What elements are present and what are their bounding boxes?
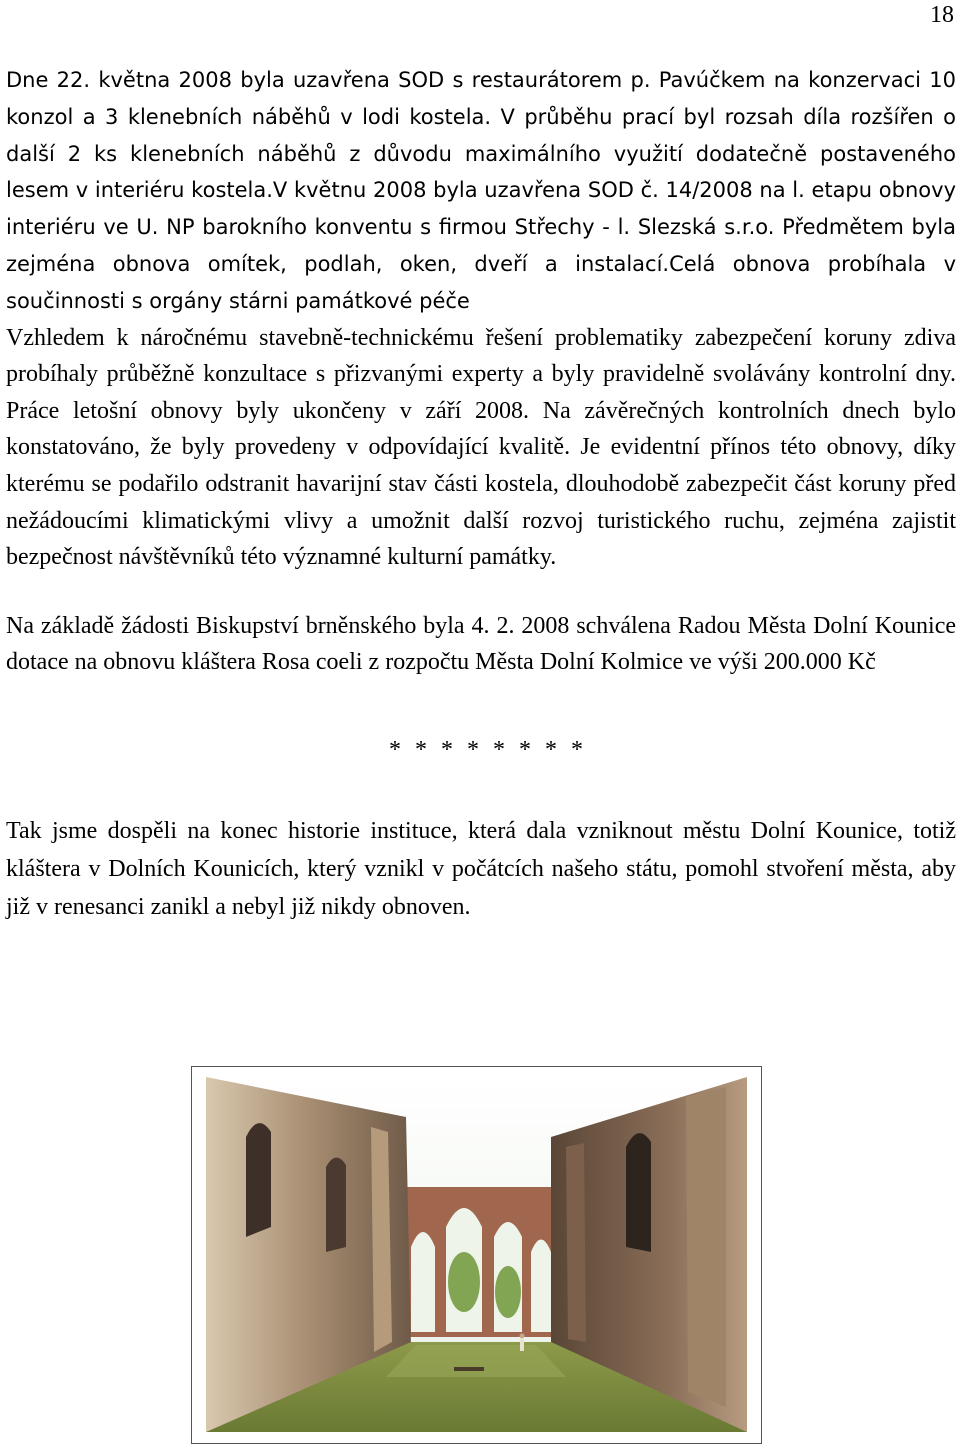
paragraph-grant: Na základě žádosti Biskupství brněnského byla 4. 2. 2008 schválena Radou Města Dolní Kounice dotace na obnovu kláštera Rosa coeli z rozpočtu Města Dolní Kolmice ve výši 200.000 Kč — [6, 612, 956, 676]
paragraph-restoration-contracts: Dne 22. května 2008 byla uzavřena SOD s restaurátorem p. Pavúčkem na konzervaci 10 konzol a 3 klenebních náběhů v lodi kostela. V průběhu prací byl rozsah díla rozšířen o další 2 ks klenebních náběhů z důvodu maximálního využití dodatečně postaveného lesem v interiéru kostela.V květnu 2008 byla uzavřena SOD č. 14/2008 na l. etapu obnovy interiéru ve U. NP barokního konventu s firmou Střechy - l. Slezská s.r.o. Předmětem byla zejména obnova omítek, podlah, oken, dveří a instalací.Celá obnova probíhala v součinnosti s orgány stárni památkové péče — [6, 68, 956, 313]
left-window-2 — [326, 1157, 346, 1252]
visitor-figure — [520, 1339, 524, 1351]
right-buttress — [686, 1087, 726, 1407]
document-body — [6, 62, 956, 926]
paragraph-gap — [6, 576, 956, 608]
photo-frame — [191, 1066, 762, 1444]
left-window-1 — [246, 1123, 271, 1237]
monastery-ruins-photo — [206, 1077, 747, 1432]
page-number: 18 — [930, 2, 954, 28]
bench — [454, 1367, 484, 1371]
arch-1 — [411, 1232, 435, 1332]
section-separator: * * * * * * * * — [389, 736, 587, 763]
paragraph-closing: Tak jsme dospěli na konec historie instituce, která dala vzniknout městu Dolní Kounice, totiž kláštera v Dolních Kounicích, který vznikl v počátcích našeho státu, pomohl stvoření města, aby již v renesanci zanikl a nebyl již nikdy obnoven. — [6, 817, 956, 920]
right-window-1 — [626, 1133, 651, 1252]
paragraph-consultations: Vzhledem k náročnému stavebně-technickému řešení problematiky zabezpečení koruny zdiva probíhaly průběžně konzultace s přizvanými experty a byly pravidelně svolávány kontrolní dny. Práce letošní obnovy byly ukončeny v září 2008. Na závěrečných kontrolních dnech bylo konstatováno, že byly provedeny v odpovídající kvalitě. Je evidentní přínos této obnovy, díky kterému se podařilo odstranit havarijní stav části kostela, dlouhodobě zabezpečit část koruny před nežádoucími klimatickými vlivy a umožnit další rozvoj turistického ruchu, zejména zajistit bezpečnost návštěvníků této významné kulturní památky. — [6, 324, 956, 571]
right-pier — [566, 1143, 586, 1342]
arch-4 — [531, 1240, 551, 1333]
